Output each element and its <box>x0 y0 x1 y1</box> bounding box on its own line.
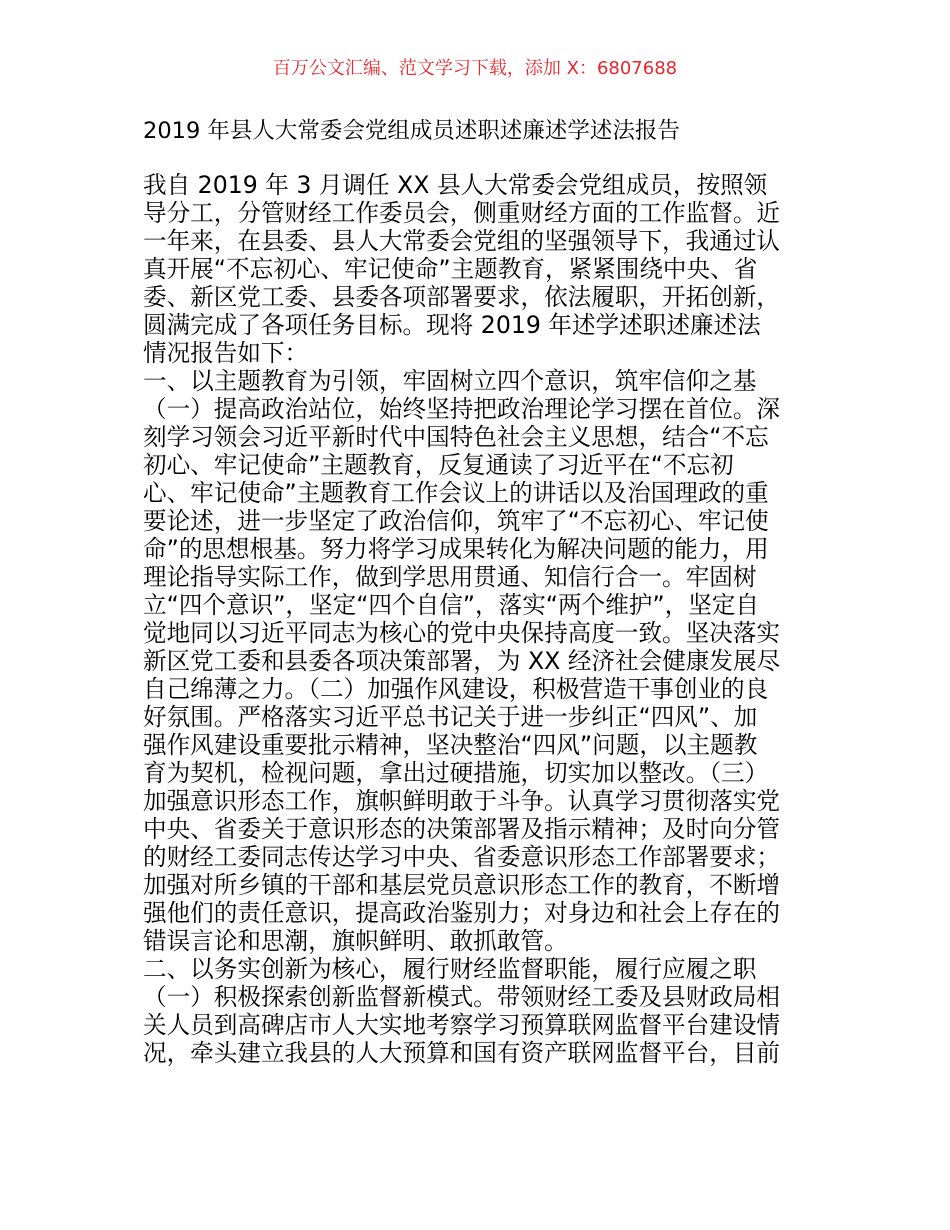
document-title: 2019 年县人大常委会党组成员述职述廉述学述法报告 <box>143 118 680 144</box>
body-text-line: 况，牵头建立我县的人大预算和国有资产联网监督平台，目前 <box>143 1039 781 1068</box>
body-text-line: 新区党工委和县委各项决策部署，为 XX 经济社会健康发展尽 <box>143 647 781 676</box>
body-text-line: 情况报告如下： <box>143 339 309 368</box>
body-text-line: 我自 2019 年 3 月调任 XX 县人大常委会党组成员，按照领 <box>143 171 768 199</box>
body-text-line: 圆满完成了各项任务目标。现将 2019 年述学述职述廉述法 <box>143 311 761 340</box>
body-text-line: 加强对所乡镇的干部和基层党员意识形态工作的教育，不断增 <box>143 871 781 900</box>
watermark-header: 百万公文汇编、范文学习下载，添加 X：6807688 <box>272 58 678 79</box>
body-text-line: 二、以务实创新为核心，履行财经监督职能，履行应履之职 <box>143 955 757 984</box>
body-text-line: 强作风建设重要批示精神，坚决整治“四风”问题，以主题教 <box>143 731 758 760</box>
body-text-line: 导分工，分管财经工作委员会，侧重财经方面的工作监督。近 <box>143 199 781 228</box>
body-text-line: 一年来，在县委、县人大常委会党组的坚强领导下，我通过认 <box>143 227 781 256</box>
body-text-line: 关人员到高碑店市人大实地考察学习预算联网监督平台建设情 <box>143 1011 781 1040</box>
body-text-line: （一）积极探索创新监督新模式。带领财经工委及县财政局相 <box>143 983 781 1012</box>
document-body <box>143 171 780 1068</box>
body-text-line: 刻学习领会习近平新时代中国特色社会主义思想，结合“不忘 <box>143 423 769 452</box>
body-text-line: 加强意识形态工作，旗帜鲜明敢于斗争。认真学习贯彻落实党 <box>143 787 781 816</box>
body-text-line: （一）提高政治站位，始终坚持把政治理论学习摆在首位。深 <box>143 395 781 424</box>
body-text-line: 初心、牢记使命”主题教育，反复通读了习近平在“不忘初 <box>143 451 734 480</box>
body-text-line: 委、新区党工委、县委各项部署要求，依法履职，开拓创新， <box>143 283 781 312</box>
body-text-line: 理论指导实际工作，做到学思用贯通、知信行合一。牢固树 <box>143 563 757 592</box>
body-text-line: 的财经工委同志传达学习中央、省委意识形态工作部署要求； <box>143 843 781 872</box>
body-text-line: 要论述，进一步坚定了政治信仰，筑牢了“不忘初心、牢记使 <box>143 507 769 536</box>
body-text-line: 觉地同以习近平同志为核心的党中央保持高度一致。坚决落实 <box>143 619 781 648</box>
body-text-line: 自己绵薄之力。（二）加强作风建设，积极营造干事创业的良 <box>143 675 769 704</box>
body-text-line: 强他们的责任意识，提高政治鉴别力；对身边和社会上存在的 <box>143 899 781 928</box>
body-text-line: 好氛围。严格落实习近平总书记关于进一步纠正“四风”、加 <box>143 703 758 732</box>
body-text-line: 立“四个意识”，坚定“四个自信”，落实“两个维护”，坚定自 <box>143 591 759 620</box>
body-text-line: 育为契机，检视问题，拿出过硬措施，切实加以整改。（三） <box>143 759 769 788</box>
body-text-line: 一、以主题教育为引领，牢固树立四个意识，筑牢信仰之基 <box>143 367 757 396</box>
body-text-line: 真开展“不忘初心、牢记使命”主题教育，紧紧围绕中央、省 <box>143 255 758 284</box>
body-text-line: 心、牢记使命”主题教育工作会议上的讲话以及治国理政的重 <box>143 479 769 508</box>
body-text-line: 错误言论和思潮，旗帜鲜明、敢抓敢管。 <box>143 927 568 956</box>
body-text-line: 命”的思想根基。努力将学习成果转化为解决问题的能力，用 <box>143 535 769 564</box>
body-text-line: 中央、省委关于意识形态的决策部署及指示精神；及时向分管 <box>143 815 781 844</box>
